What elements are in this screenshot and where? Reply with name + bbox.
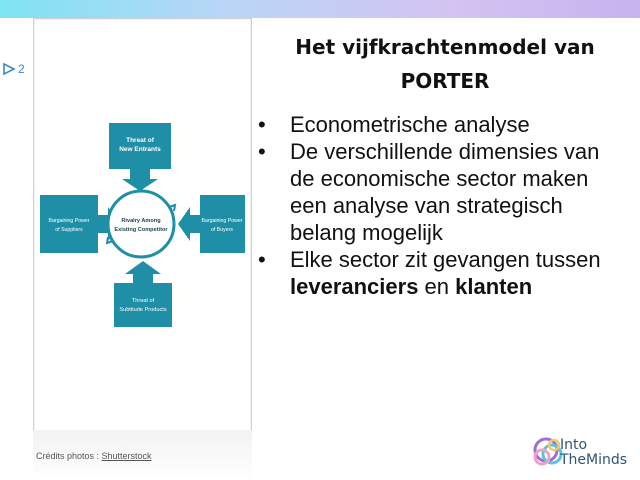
porter-five-forces-diagram — [34, 19, 251, 431]
bullet-dot-icon: • — [258, 112, 266, 137]
bullet-dot-icon: • — [258, 139, 266, 164]
brain-logo-icon — [535, 439, 561, 464]
logo-line1: Into — [560, 437, 588, 453]
bullet-text: Elke sector zit gevangen tussen — [290, 247, 601, 272]
rivalry-line1: Rivalry Among — [121, 218, 161, 224]
threat-new-entrants-line2: New Entrants — [119, 146, 161, 153]
slide-title — [270, 30, 620, 98]
rivalry-line2: Existing Competitor — [114, 227, 168, 233]
buyer-power-line1: Bargaining Power — [201, 218, 243, 224]
porter-diagram-card — [33, 18, 252, 432]
title-line2: PORTER — [400, 69, 490, 93]
bullet-dot-icon: • — [258, 247, 266, 272]
bullet-text-mid: en — [418, 274, 456, 299]
bullet-item — [258, 111, 618, 138]
bold-suppliers: leveranciers — [290, 274, 419, 299]
buyer-power-box — [200, 195, 245, 253]
logo-line2: TheMinds — [560, 452, 628, 468]
supplier-power-box — [40, 195, 98, 253]
arrow-left-icon — [178, 207, 200, 241]
arrow-down-icon — [122, 169, 158, 191]
supplier-power-line1: Bargaining Power — [48, 218, 90, 224]
header-gradient-band — [0, 0, 640, 18]
rivalry-circle — [108, 191, 174, 257]
credits-link[interactable]: Shutterstock — [101, 451, 152, 461]
slide-number: 2 — [18, 62, 25, 76]
photo-credits — [36, 451, 152, 461]
bullet-text: Econometrische analyse — [290, 112, 530, 137]
substitute-threat-box — [114, 283, 172, 327]
threat-new-entrants-line1: Threat of — [126, 137, 154, 144]
title-line1: Het vijfkrachtenmodel van — [295, 35, 595, 59]
bold-customers: klanten — [455, 274, 533, 299]
slide-indicator[interactable] — [2, 62, 25, 76]
credits-prefix: Crédits photos : — [36, 451, 102, 461]
buyer-power-line2: of Buyers — [211, 227, 233, 233]
play-arrow-icon — [2, 62, 16, 76]
bullet-item — [258, 138, 618, 246]
logo-text — [560, 438, 627, 468]
substitute-threat-line1: Threat of — [131, 298, 155, 304]
substitute-threat-line2: Subtitude Products — [119, 307, 167, 313]
bullet-list — [258, 111, 618, 300]
arrow-up-icon — [125, 261, 161, 283]
bullet-item — [258, 246, 618, 300]
supplier-power-line2: of Suppliers — [55, 227, 83, 233]
bullet-text: De verschillende dimensies van de economische sector maken een analyse van strategisch belang mogelijk — [290, 139, 600, 245]
